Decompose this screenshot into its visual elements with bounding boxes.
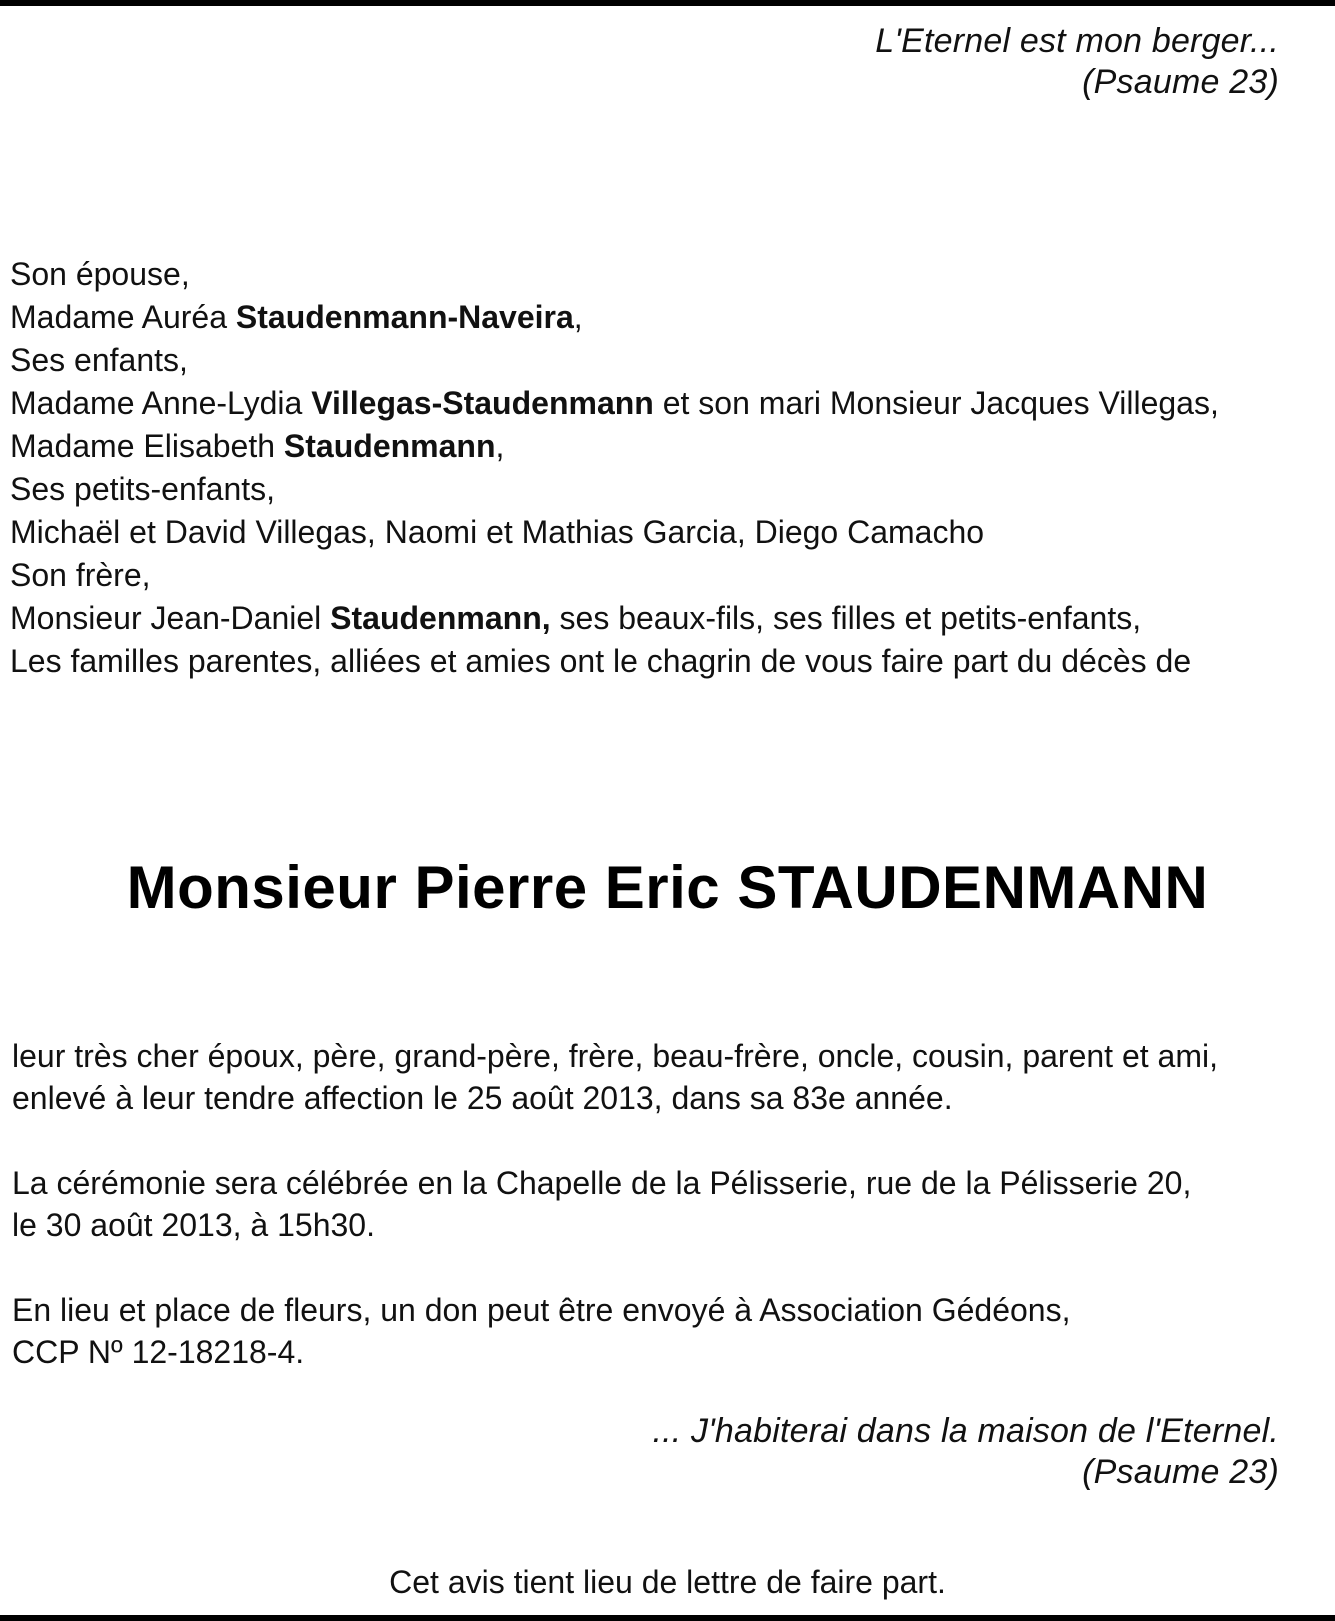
child-1-surname: Villegas-Staudenmann [311, 385, 654, 421]
family-line-grandchildren-heading: Ses petits-enfants, [10, 471, 276, 507]
spouse-punct: , [573, 299, 583, 335]
opening-quote-reference: (Psaume 23) [1082, 63, 1279, 101]
tribute-paragraph [12, 1035, 1218, 1119]
family-line-spouse-heading: Son épouse, [10, 256, 190, 292]
brother-rest: ses beaux-fils, ses filles et petits-enfants, [550, 600, 1142, 636]
footer-note: Cet avis tient lieu de lettre de faire part. [389, 1564, 946, 1600]
family-line-brother [10, 597, 1219, 640]
child-2-title: Madame Elisabeth [10, 428, 284, 464]
brother-title: Monsieur Jean-Daniel [10, 600, 331, 636]
closing-quote-reference: (Psaume 23) [1082, 1453, 1279, 1491]
ceremony-paragraph [12, 1162, 1191, 1246]
family-line-grandchildren: Michaël et David Villegas, Naomi et Mathias Garcia, Diego Camacho [10, 514, 985, 550]
ceremony-line-1: La cérémonie sera célébrée en la Chapelle de la Pélisserie, rue de la Pélisserie 20, [12, 1165, 1192, 1201]
spouse-title: Madame Auréa [10, 299, 236, 335]
family-line-announcement: Les familles parentes, alliées et amies ont le chagrin de vous faire part du décès de [10, 643, 1192, 679]
ceremony-line-2: le 30 août 2013, à 15h30. [12, 1207, 375, 1243]
family-announcement [10, 253, 1219, 683]
opening-psalm-quote [875, 21, 1279, 103]
donation-line-1: En lieu et place de fleurs, un don peut être envoyé à Association Gédéons, [12, 1292, 1071, 1328]
donation-line-2: CCP Nº 12-18218-4. [12, 1334, 305, 1370]
family-line-child-2 [10, 425, 1219, 468]
family-line-spouse [10, 296, 1219, 339]
child-2-punct: , [495, 428, 505, 464]
tribute-line-2: enlevé à leur tendre affection le 25 août 2013, dans sa 83e année. [12, 1080, 953, 1116]
opening-quote-text: L'Eternel est mon berger... [875, 22, 1279, 60]
closing-quote-text: ... J'habiterai dans la maison de l'Eternel. [652, 1412, 1279, 1450]
bottom-border-rule [0, 1615, 1335, 1621]
child-2-surname: Staudenmann [283, 428, 496, 464]
child-1-title: Madame Anne-Lydia [10, 385, 312, 421]
deceased-name-heading: Monsieur Pierre Eric STAUDENMANN [126, 854, 1209, 921]
brother-surname: Staudenmann, [330, 600, 551, 636]
top-border-rule [0, 0, 1335, 6]
donation-paragraph [12, 1289, 1070, 1373]
family-line-children-heading: Ses enfants, [10, 342, 188, 378]
family-line-child-1 [10, 382, 1219, 425]
family-line-brother-heading: Son frère, [10, 557, 151, 593]
tribute-line-1: leur très cher époux, père, grand-père, frère, beau-frère, oncle, cousin, parent et ami, [12, 1038, 1218, 1074]
closing-psalm-quote [652, 1411, 1279, 1493]
spouse-surname: Staudenmann-Naveira [235, 299, 574, 335]
child-1-rest: et son mari Monsieur Jacques Villegas, [653, 385, 1219, 421]
